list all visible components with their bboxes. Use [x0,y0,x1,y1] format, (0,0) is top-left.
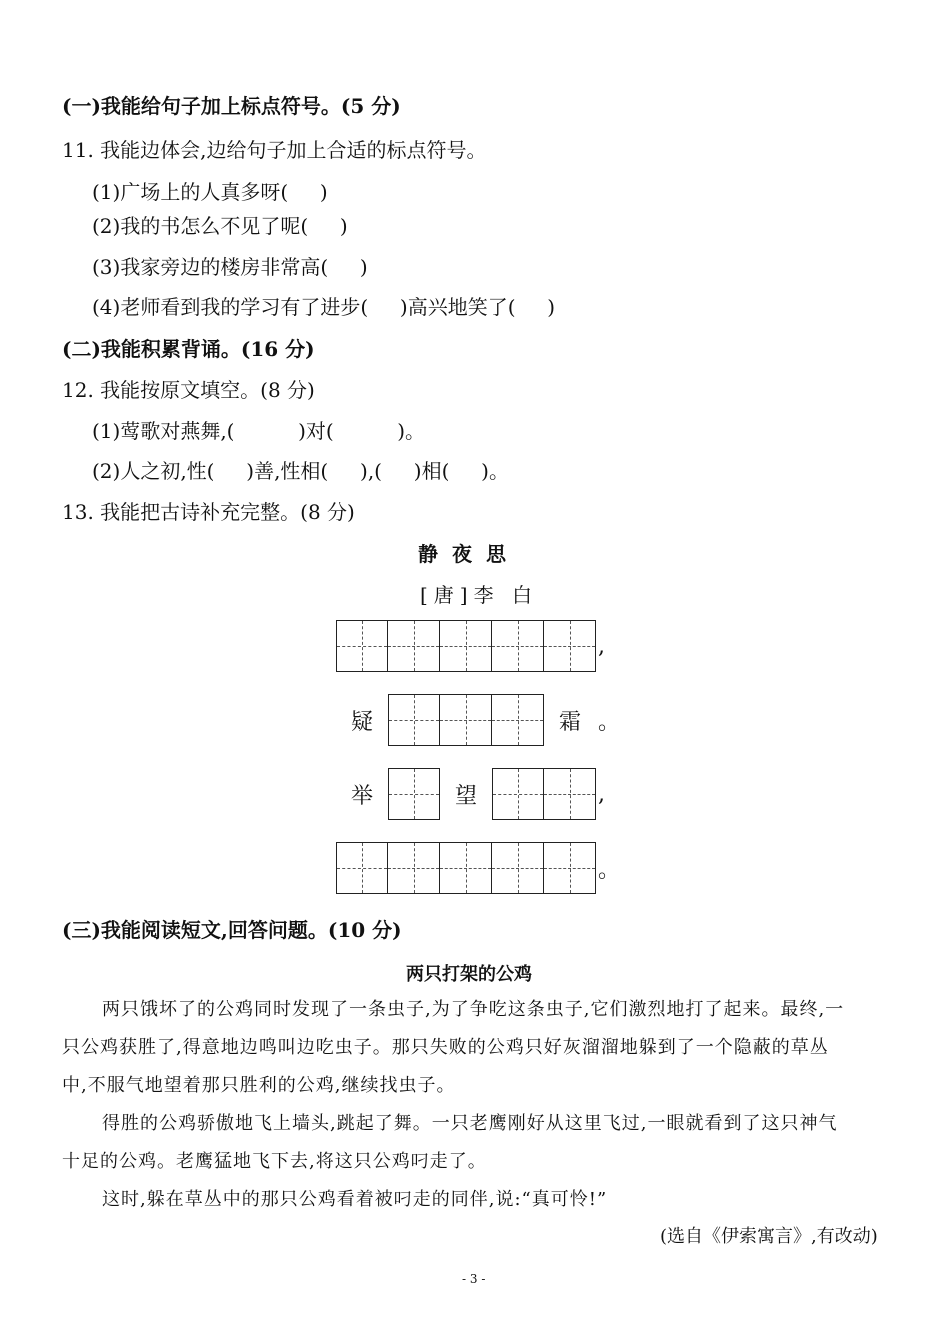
story-line-3: 中,不服气地望着那只胜利的公鸡,继续找虫子。 [62,1075,456,1096]
question-11: 11. 我能边体会,边给句子加上合适的标点符号。 [62,138,487,162]
story-line-2: 只公鸡获胜了,得意地边鸣叫边吃虫子。那只失败的公鸡只好灰溜溜地躲到了一个隐蔽的草丛 [62,1037,829,1058]
q11-item-2: (2)我的书怎么不见了呢( ) [92,214,348,238]
poem-char-wang: 望 [454,783,477,809]
poem-line-1-boxes [336,620,596,672]
question-13: 13. 我能把古诗补充完整。(8 分) [62,500,355,524]
writing-box[interactable] [388,768,440,820]
story-line-5: 十足的公鸡。老鹰猛地飞下去,将这只公鸡叼走了。 [62,1151,487,1172]
poem-title: 静夜思 [418,542,520,566]
story-line-4: 得胜的公鸡骄傲地飞上墙头,跳起了舞。一只老鹰刚好从这里飞过,一眼就看到了这只神气 [102,1113,838,1134]
writing-box[interactable] [492,694,544,746]
writing-box[interactable] [544,768,596,820]
story-source: (选自《伊索寓言》,有改动) [660,1226,878,1247]
poem-char-yi: 疑 [350,709,373,735]
writing-box[interactable] [336,620,388,672]
story-line-6: 这时,躲在草丛中的那只公鸡看着被叼走的同伴,说:“真可怜!” [102,1189,608,1210]
story-title: 两只打架的公鸡 [406,964,532,985]
writing-box[interactable] [440,694,492,746]
writing-box[interactable] [388,842,440,894]
writing-box[interactable] [440,842,492,894]
writing-box[interactable] [336,842,388,894]
poem-period: 。 [598,709,621,735]
writing-box[interactable] [388,694,440,746]
poem-line-1 [336,620,605,672]
poem-period: 。 [598,857,621,883]
poem-line-4 [336,842,620,894]
writing-box[interactable] [544,842,596,894]
writing-box[interactable] [440,620,492,672]
section1-heading: (一)我能给句子加上标点符号。(5 分) [62,94,401,118]
writing-box[interactable] [492,768,544,820]
q11-item-4: (4)老师看到我的学习有了进步( )高兴地笑了( ) [92,295,556,319]
q11-item-3: (3)我家旁边的楼房非常高( ) [92,255,368,279]
poem-author: [唐]李 白 [420,583,538,607]
poem-line-4-boxes [336,842,596,894]
writing-box[interactable] [492,842,544,894]
story-line-1: 两只饿坏了的公鸡同时发现了一条虫子,为了争吃这条虫子,它们激烈地打了起来。最终,一 [102,999,845,1020]
section2-heading: (二)我能积累背诵。(16 分) [62,337,315,361]
poem-char-ju: 举 [350,783,373,809]
poem-comma: , [598,781,605,807]
poem-line-3 [336,768,605,820]
writing-box[interactable] [388,620,440,672]
q12-item-2: (2)人之初,性( )善,性相( ),( )相( )。 [92,459,509,483]
section3-heading: (三)我能阅读短文,回答问题。(10 分) [62,918,402,942]
poem-char-shuang: 霜 [558,709,581,735]
q11-item-1: (1)广场上的人真多呀( ) [92,180,328,204]
poem-line-3-boxes-a [388,768,440,820]
poem-line-3-boxes-b [492,768,596,820]
page-number: - 3 - [462,1272,486,1286]
poem-line-2 [336,694,620,746]
writing-box[interactable] [492,620,544,672]
poem-comma: , [598,633,605,659]
q12-item-1: (1)莺歌对燕舞,( )对( )。 [92,419,426,443]
writing-box[interactable] [544,620,596,672]
question-12: 12. 我能按原文填空。(8 分) [62,378,315,402]
poem-line-2-boxes [388,694,544,746]
